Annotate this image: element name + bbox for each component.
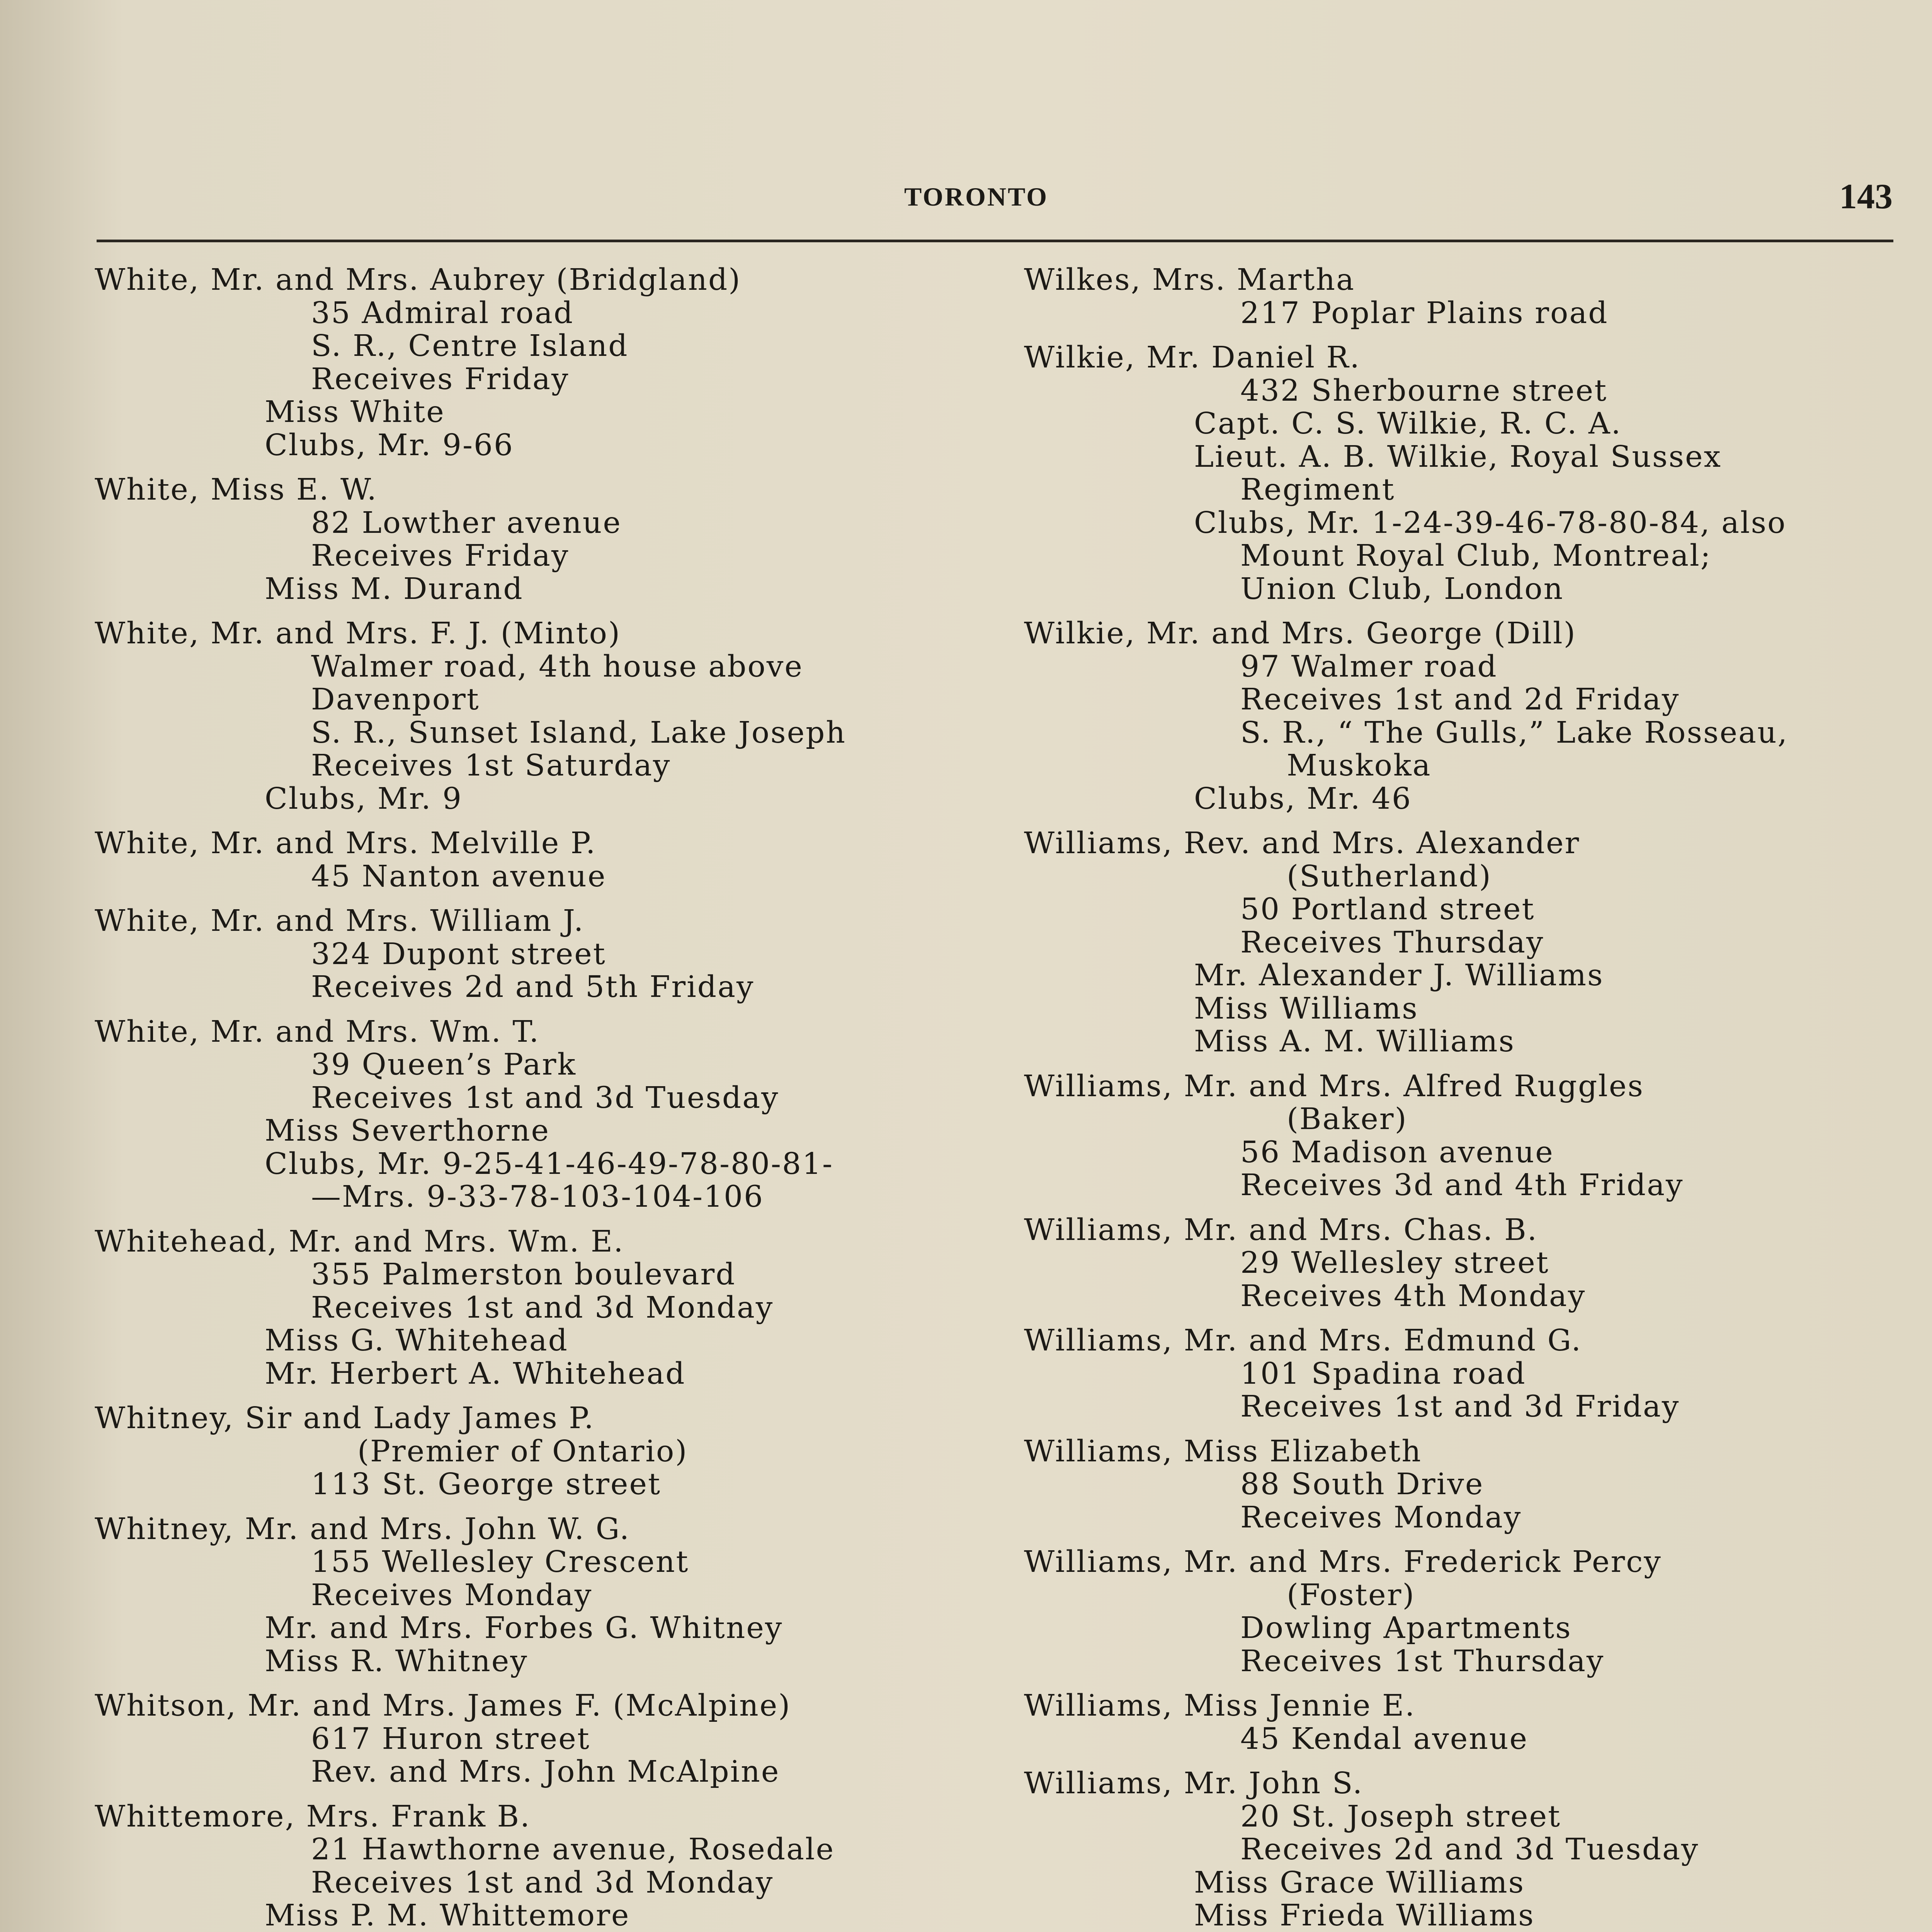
entry-name: Whittemore, Mrs. Frank B.: [95, 1799, 531, 1834]
entry-detail-line: S. R., Centre Island: [311, 329, 629, 363]
directory-entry: [1024, 1546, 1913, 1678]
header-rule: [97, 240, 1893, 242]
entry-detail-line: Receives 1st and 3d Monday: [311, 1865, 774, 1900]
directory-entry: [95, 617, 983, 815]
entry-detail-line: Mr. Alexander J. Williams: [1194, 958, 1604, 993]
right-column: [1024, 264, 1913, 1932]
entry-name: Williams, Rev. and Mrs. Alexander: [1024, 826, 1580, 861]
entry-detail-line: Walmer road, 4th house above: [311, 649, 803, 684]
running-head: TORONTO: [904, 182, 1049, 211]
directory-entry: [1024, 341, 1913, 605]
entry-detail-line: Union Club, London: [1240, 571, 1564, 606]
entry-detail-line: Receives 1st Saturday: [311, 748, 671, 783]
entry-detail-line: 155 Wellesley Crescent: [311, 1545, 689, 1579]
entry-detail-line: Mr. and Mrs. Forbes G. Whitney: [265, 1611, 783, 1645]
left-column: [95, 264, 983, 1932]
entry-detail-line: 88 South Drive: [1240, 1467, 1484, 1502]
entry-detail-line: 217 Poplar Plains road: [1240, 296, 1609, 330]
entry-detail-line: Receives 1st and 3d Monday: [311, 1290, 774, 1325]
entry-detail-line: Rev. and Mrs. John McAlpine: [311, 1755, 780, 1789]
entry-name: Williams, Mr. and Mrs. Edmund G.: [1024, 1323, 1582, 1358]
entry-detail-line: 324 Dupont street: [311, 937, 606, 971]
entry-detail-line: 45 Kendal avenue: [1240, 1721, 1529, 1756]
entry-detail-line: 39 Queen’s Park: [311, 1048, 577, 1082]
entry-name: White, Miss E. W.: [95, 473, 378, 507]
entry-name: Whitson, Mr. and Mrs. James F. (McAlpine): [95, 1689, 791, 1723]
directory-entry: [1024, 827, 1913, 1058]
entry-name: Wilkie, Mr. Daniel R.: [1024, 340, 1361, 375]
entry-name: White, Mr. and Mrs. William J.: [95, 904, 585, 938]
entry-detail-line: S. R., Sunset Island, Lake Joseph: [311, 715, 847, 750]
entry-detail-line: 355 Palmerston boulevard: [311, 1257, 736, 1292]
entry-detail-line: Receives 1st Thursday: [1240, 1644, 1605, 1679]
entry-detail-line: Receives Friday: [311, 539, 570, 573]
directory-entry: [95, 473, 983, 605]
entry-detail-line: 21 Hawthorne avenue, Rosedale: [311, 1832, 835, 1867]
entry-detail-line: Receives Friday: [311, 362, 570, 396]
directory-entry: [95, 1800, 983, 1932]
entry-detail-line: Muskoka: [1287, 748, 1432, 783]
entry-name: Williams, Miss Elizabeth: [1024, 1434, 1422, 1469]
entry-detail-line: Receives 2d and 3d Tuesday: [1240, 1832, 1699, 1867]
entry-detail-line: 20 St. Joseph street: [1240, 1799, 1561, 1834]
directory-entry: [1024, 1435, 1913, 1534]
directory-entry: [95, 905, 983, 1004]
entry-name: White, Mr. and Mrs. Wm. T.: [95, 1014, 540, 1049]
directory-entry: [95, 264, 983, 462]
entry-detail-line: Receives Monday: [311, 1578, 593, 1612]
entry-detail-line: Receives 3d and 4th Friday: [1240, 1168, 1684, 1202]
entry-detail-line: Miss White: [265, 395, 445, 429]
entry-detail-line: 617 Huron street: [311, 1721, 590, 1756]
directory-entry: [1024, 1324, 1913, 1423]
entry-detail-line: Clubs, Mr. 9-66: [265, 428, 514, 463]
entry-detail-line: Miss R. Whitney: [265, 1644, 528, 1679]
entry-detail-line: Miss P. M. Whittemore: [265, 1898, 630, 1932]
directory-entry: [95, 827, 983, 893]
entry-detail-line: Mr. Herbert A. Whitehead: [265, 1356, 686, 1391]
entry-detail-line: Receives 1st and 2d Friday: [1240, 682, 1680, 717]
entry-detail-line: Lieut. A. B. Wilkie, Royal Sussex: [1194, 439, 1722, 474]
entry-detail-line: Receives 4th Monday: [1240, 1279, 1586, 1313]
entry-name: Whitehead, Mr. and Mrs. Wm. E.: [95, 1224, 624, 1259]
entry-detail-line: Clubs, Mr. 9: [265, 781, 463, 816]
entry-name: Williams, Mr. and Mrs. Frederick Percy: [1024, 1545, 1662, 1579]
entry-name: Williams, Mr. John S.: [1024, 1766, 1364, 1801]
entry-name: White, Mr. and Mrs. F. J. (Minto): [95, 616, 621, 651]
entry-detail-line: Capt. C. S. Wilkie, R. C. A.: [1194, 406, 1622, 441]
entry-detail-line: Clubs, Mr. 9-25-41-46-49-78-80-81-: [265, 1146, 834, 1181]
directory-entry: [1024, 1070, 1913, 1202]
directory-entry: [95, 1225, 983, 1391]
directory-entry: [95, 1402, 983, 1501]
entry-detail-line: Miss Severthorne: [265, 1114, 550, 1148]
entry-detail-line: —Mrs. 9-33-78-103-104-106: [311, 1180, 764, 1214]
entry-detail-line: Mount Royal Club, Montreal;: [1240, 539, 1712, 573]
entry-detail-line: 113 St. George street: [311, 1467, 662, 1502]
entry-detail-line: 45 Nanton avenue: [311, 859, 607, 894]
page-number: 143: [1839, 177, 1893, 216]
directory-entry: [95, 1015, 983, 1214]
directory-entry: [1024, 617, 1913, 815]
entry-detail-line: Miss Grace Williams: [1194, 1865, 1525, 1900]
entry-detail-line: Clubs, Mr. 1-24-39-46-78-80-84, also: [1194, 505, 1787, 540]
directory-entry: [1024, 1689, 1913, 1755]
entry-detail-line: S. R., “ The Gulls,” Lake Rosseau,: [1240, 715, 1789, 750]
entry-name: Wilkes, Mrs. Martha: [1024, 263, 1355, 297]
entry-detail-line: (Sutherland): [1287, 859, 1492, 894]
entry-name: Williams, Miss Jennie E.: [1024, 1689, 1416, 1723]
entry-detail-line: 35 Admiral road: [311, 296, 574, 330]
entry-detail-line: 29 Wellesley street: [1240, 1246, 1549, 1280]
entry-detail-line: Davenport: [311, 682, 480, 717]
entry-detail-line: 56 Madison avenue: [1240, 1135, 1554, 1170]
directory-entry: [1024, 1767, 1913, 1932]
directory-entry: [1024, 1214, 1913, 1313]
directory-entry: [95, 1689, 983, 1789]
entry-name: White, Mr. and Mrs. Aubrey (Bridgland): [95, 263, 742, 297]
entry-detail-line: 101 Spadina road: [1240, 1356, 1526, 1391]
entry-detail-line: 50 Portland street: [1240, 892, 1535, 927]
entry-detail-line: (Baker): [1287, 1102, 1408, 1136]
entry-detail-line: Miss G. Whitehead: [265, 1323, 568, 1358]
entry-detail-line: Clubs, Mr. 46: [1194, 781, 1412, 816]
entry-detail-line: Miss A. M. Williams: [1194, 1024, 1515, 1059]
entry-detail-line: Receives 2d and 5th Friday: [311, 970, 755, 1004]
entry-detail-line: Receives 1st and 3d Friday: [1240, 1389, 1680, 1424]
entry-detail-line: 82 Lowther avenue: [311, 505, 622, 540]
entry-detail-line: Miss M. Durand: [265, 571, 524, 606]
entry-detail-line: 432 Sherbourne street: [1240, 373, 1608, 408]
entry-detail-line: Miss Frieda Williams: [1194, 1898, 1535, 1932]
entry-name: Whitney, Sir and Lady James P.: [95, 1401, 595, 1435]
directory-entry: [1024, 264, 1913, 330]
entry-detail-line: Dowling Apartments: [1240, 1611, 1572, 1645]
entry-detail-line: Regiment: [1240, 473, 1395, 507]
entry-detail-line: 97 Walmer road: [1240, 649, 1498, 684]
entry-detail-line: Miss Williams: [1194, 991, 1418, 1026]
entry-detail-line: Receives 1st and 3d Tuesday: [311, 1080, 779, 1115]
entry-name: Wilkie, Mr. and Mrs. George (Dill): [1024, 616, 1577, 651]
entry-name: White, Mr. and Mrs. Melville P.: [95, 826, 597, 861]
entry-detail-line: Receives Thursday: [1240, 925, 1544, 960]
entry-name: Williams, Mr. and Mrs. Alfred Ruggles: [1024, 1069, 1644, 1104]
entry-name: Whitney, Mr. and Mrs. John W. G.: [95, 1512, 630, 1546]
entry-name: Williams, Mr. and Mrs. Chas. B.: [1024, 1213, 1538, 1247]
directory-entry: [95, 1513, 983, 1678]
entry-detail-line: (Foster): [1287, 1578, 1415, 1612]
entry-detail-line: Receives Monday: [1240, 1500, 1522, 1535]
entry-detail-line: (Premier of Ontario): [357, 1434, 688, 1469]
